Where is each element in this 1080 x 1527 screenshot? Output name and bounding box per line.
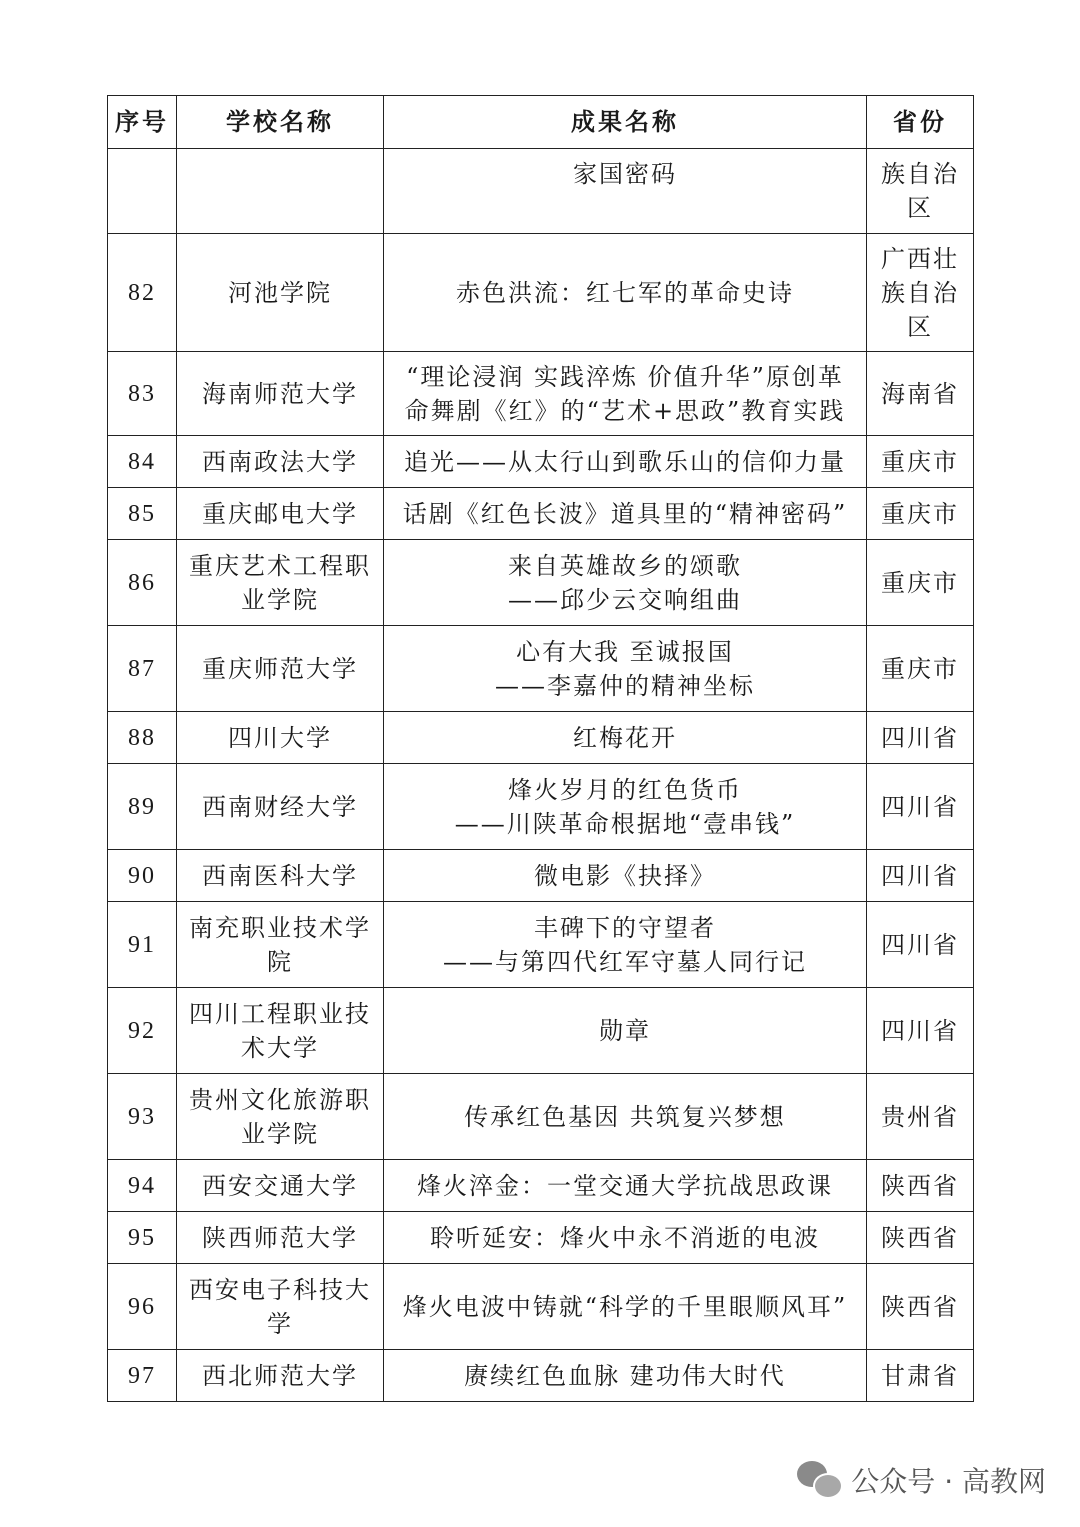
school-name: 西南政法大学 (177, 436, 384, 488)
table-row (108, 1264, 974, 1350)
result-name: “理论浸润 实践淬炼 价值升华”原创革 命舞剧《红》的“艺术+思政”教育实践 (384, 352, 867, 436)
table-row (108, 850, 974, 902)
province: 四川省 (867, 902, 974, 988)
row-number: 89 (108, 764, 177, 850)
header-province: 省份 (867, 96, 974, 149)
school-name: 贵州文化旅游职 业学院 (177, 1074, 384, 1160)
result-name: 烽火岁月的红色货币 ——川陕革命根据地“壹串钱” (384, 764, 867, 850)
row-number: 94 (108, 1160, 177, 1212)
province: 重庆市 (867, 626, 974, 712)
table-row (108, 712, 974, 764)
province: 族自治 区 (867, 149, 974, 234)
table-row (108, 1212, 974, 1264)
province: 广西壮 族自治 区 (867, 234, 974, 352)
result-name: 追光——从太行山到歌乐山的信仰力量 (384, 436, 867, 488)
school-name: 西北师范大学 (177, 1350, 384, 1402)
result-name: 聆听延安：烽火中永不消逝的电波 (384, 1212, 867, 1264)
wechat-icon (797, 1461, 841, 1499)
table-row (108, 234, 974, 352)
province: 重庆市 (867, 540, 974, 626)
school-name: 南充职业技术学 院 (177, 902, 384, 988)
table-row (108, 488, 974, 540)
table-row (108, 902, 974, 988)
result-name: 话剧《红色长波》道具里的“精神密码” (384, 488, 867, 540)
school-name (177, 149, 384, 234)
table-row (108, 540, 974, 626)
province: 陕西省 (867, 1160, 974, 1212)
province: 贵州省 (867, 1074, 974, 1160)
result-name: 微电影《抉择》 (384, 850, 867, 902)
result-name: 勋章 (384, 988, 867, 1074)
table-row (108, 988, 974, 1074)
result-name: 传承红色基因 共筑复兴梦想 (384, 1074, 867, 1160)
header-result: 成果名称 (384, 96, 867, 149)
table-row (108, 764, 974, 850)
row-number: 92 (108, 988, 177, 1074)
result-name: 烽火电波中铸就“科学的千里眼顺风耳” (384, 1264, 867, 1350)
row-number: 93 (108, 1074, 177, 1160)
school-name: 河池学院 (177, 234, 384, 352)
result-name: 红梅花开 (384, 712, 867, 764)
table-body (108, 149, 974, 1402)
province: 四川省 (867, 764, 974, 850)
table-row (108, 1160, 974, 1212)
school-name: 四川工程职业技 术大学 (177, 988, 384, 1074)
result-name: 烽火淬金：一堂交通大学抗战思政课 (384, 1160, 867, 1212)
province: 四川省 (867, 712, 974, 764)
table-row (108, 149, 974, 234)
table-row (108, 626, 974, 712)
table-row (108, 1074, 974, 1160)
province: 四川省 (867, 988, 974, 1074)
school-name: 西南财经大学 (177, 764, 384, 850)
province: 海南省 (867, 352, 974, 436)
result-name: 丰碑下的守望者 ——与第四代红军守墓人同行记 (384, 902, 867, 988)
row-number: 84 (108, 436, 177, 488)
row-number: 96 (108, 1264, 177, 1350)
table-header-row (108, 96, 974, 149)
header-school: 学校名称 (177, 96, 384, 149)
result-name: 赓续红色血脉 建功伟大时代 (384, 1350, 867, 1402)
province: 重庆市 (867, 436, 974, 488)
row-number: 83 (108, 352, 177, 436)
result-name: 来自英雄故乡的颂歌 ——邱少云交响组曲 (384, 540, 867, 626)
school-name: 陕西师范大学 (177, 1212, 384, 1264)
school-name: 西安电子科技大 学 (177, 1264, 384, 1350)
table-row (108, 1350, 974, 1402)
result-name: 心有大我 至诚报国 ——李嘉仲的精神坐标 (384, 626, 867, 712)
school-name: 重庆艺术工程职 业学院 (177, 540, 384, 626)
result-name: 赤色洪流：红七军的革命史诗 (384, 234, 867, 352)
row-number: 91 (108, 902, 177, 988)
row-number: 90 (108, 850, 177, 902)
school-name: 四川大学 (177, 712, 384, 764)
province: 陕西省 (867, 1212, 974, 1264)
watermark-text: 公众号 · 高教网 (851, 1465, 1046, 1498)
province: 四川省 (867, 850, 974, 902)
table-row (108, 352, 974, 436)
row-number: 86 (108, 540, 177, 626)
row-number: 82 (108, 234, 177, 352)
province: 陕西省 (867, 1264, 974, 1350)
school-name: 西南医科大学 (177, 850, 384, 902)
row-number: 95 (108, 1212, 177, 1264)
row-number: 85 (108, 488, 177, 540)
row-number (108, 149, 177, 234)
result-name: 家国密码 (384, 149, 867, 234)
school-name: 重庆邮电大学 (177, 488, 384, 540)
school-name: 西安交通大学 (177, 1160, 384, 1212)
results-table (107, 95, 974, 1402)
school-name: 重庆师范大学 (177, 626, 384, 712)
row-number: 97 (108, 1350, 177, 1402)
table-row (108, 436, 974, 488)
row-number: 88 (108, 712, 177, 764)
watermark (797, 1460, 1046, 1500)
header-no: 序号 (108, 96, 177, 149)
school-name: 海南师范大学 (177, 352, 384, 436)
province: 甘肃省 (867, 1350, 974, 1402)
row-number: 87 (108, 626, 177, 712)
province: 重庆市 (867, 488, 974, 540)
